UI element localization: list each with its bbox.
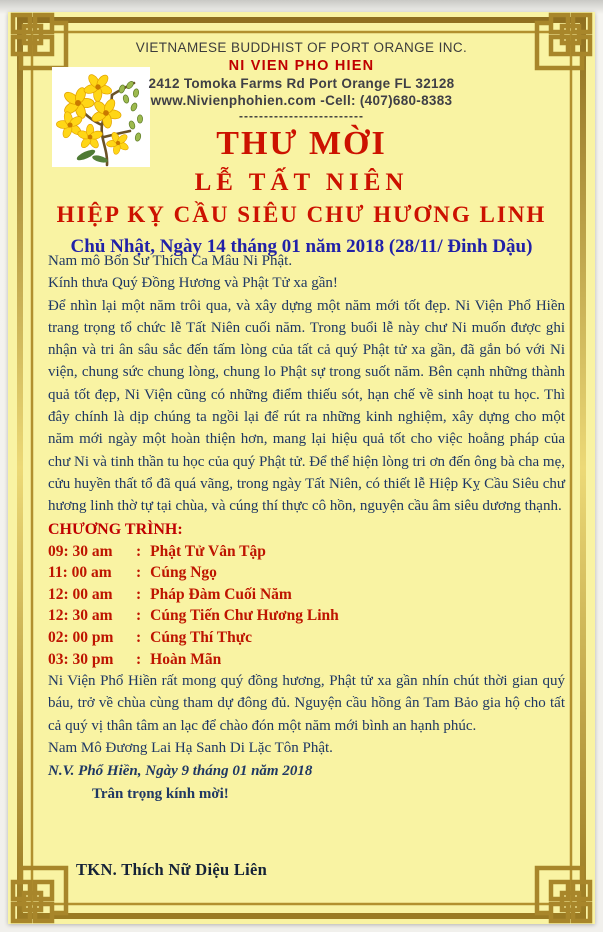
homage-opening: Nam mô Bổn Sư Thích Ca Mâu Ni Phật. xyxy=(48,253,293,269)
temple-name: NI VIEN PHO HIEN xyxy=(228,58,375,74)
closing-paragraph: Ni Viện Phổ Hiền rất mong quý đồng hương, Phật tử xa gần nhín chút thời gian quý báu, trở về chùa cùng tham dự đông đủ. Nguyện cầu hồng ân Tam Bảo gia hộ cho tất cả quý vị thân tâm an lạc để chào đón một năm mới bình an hạnh phúc. xyxy=(48,673,565,734)
homage-closing: Nam Mô Đương Lai Hạ Sanh Di Lặc Tôn Phật. xyxy=(48,740,333,757)
schedule-separator: : xyxy=(136,542,142,560)
schedule-activity: Pháp Đàm Cuối Năm xyxy=(150,585,292,603)
schedule-time: 02: 00 pm xyxy=(48,628,114,646)
program-heading: CHƯƠNG TRÌNH: xyxy=(48,520,183,538)
schedule-time: 12: 30 am xyxy=(48,607,113,625)
schedule-separator: : xyxy=(136,650,142,668)
schedule-activity: Cúng Ngọ xyxy=(150,564,217,582)
contact-line: www.Nivienphohien.com -Cell: (407)680-8383 xyxy=(150,93,453,108)
schedule-item xyxy=(48,605,565,627)
schedule-time: 12: 00 am xyxy=(48,585,113,603)
address-line: 2412 Tomoka Farms Rd Port Orange FL 32128 xyxy=(148,76,455,91)
schedule-activity: Hoàn Mãn xyxy=(150,650,222,668)
schedule-time: 03: 30 pm xyxy=(48,650,114,668)
schedule-separator: : xyxy=(136,564,142,582)
schedule-item xyxy=(48,627,565,649)
signature-name: TKN. Thích Nữ Diệu Liên xyxy=(76,860,268,879)
schedule-time: 11: 00 am xyxy=(48,564,112,582)
letter-title: THƯ MỜI xyxy=(216,125,387,162)
salutation: Kính thưa Quý Đồng Hương và Phật Tử xa gần! xyxy=(48,275,338,292)
schedule-activity: Cúng Thí Thực xyxy=(150,628,252,646)
schedule-activity: Cúng Tiến Chư Hương Linh xyxy=(150,607,339,625)
schedule-item xyxy=(48,541,565,563)
event-date: Chủ Nhật, Ngày 14 tháng 01 năm 2018 (28/11/ Đinh Dậu) xyxy=(70,236,533,257)
schedule-item xyxy=(48,584,565,606)
schedule-item xyxy=(48,562,565,584)
schedule-time: 09: 30 am xyxy=(48,542,113,560)
letter-body xyxy=(48,250,565,806)
letterhead xyxy=(8,40,595,123)
organization-name: VIETNAMESE BUDDHIST OF PORT ORANGE INC. xyxy=(135,40,468,55)
dashed-divider: ------------------------- xyxy=(239,109,364,123)
invitation-letter xyxy=(8,12,595,924)
schedule-separator: : xyxy=(136,607,142,625)
invitation-line: Trân trọng kính mời! xyxy=(92,786,229,803)
body-paragraph: Để nhìn lại một năm trôi qua, và xây dựng một năm mới tốt đẹp. Ni Viện Phổ Hiền trang trọng tổ chức lễ Tất Niên cuối năm. Trong buổi lễ này chư Ni muốn được ghi nhận và tri ân sâu sắc đến tấm lòng của tất cả quý Phật tử xa gần, đã gắn bó với Ni viện, chung sức chung lòng, chung lo Phật sự trong suốt năm. Bên cạnh những thành quả tốt đẹp, Ni Viện cũng có những điểm thiếu sót, hạn chế về sinh hoạt tu học. Thì đây chính là dịp chúng ta ngồi lại để rút ra những kinh nghiệm, xây dựng cho một năm mới ngày một hoàn thiện hơn, mang lại hiệu quả tốt cho việc hoằng pháp của chư Ni và tinh thần tu học của quý Phật tử. Để thể hiện lòng tri ơn đến ông bà cha mẹ, cửu huyền thất tổ đã quá vãng, trong ngày Tất Niên, có thiết lễ Hiệp Kỵ Cầu Siêu chư hương linh thờ tự tại chùa, và cúng thí thực cô hồn, nguyện cầu âm siêu dương thạnh. xyxy=(48,297,565,515)
schedule-activity: Phật Tử Vân Tập xyxy=(150,542,266,560)
title-block xyxy=(8,124,595,259)
event-title: LỄ TẤT NIÊN xyxy=(194,169,409,196)
schedule-separator: : xyxy=(136,628,142,646)
schedule-item xyxy=(48,649,565,671)
schedule-separator: : xyxy=(136,585,142,603)
place-date-line: N.V. Phổ Hiền, Ngày 9 tháng 01 năm 2018 xyxy=(48,763,313,780)
event-subtitle: HIỆP KỴ CẦU SIÊU CHƯ HƯƠNG LINH xyxy=(56,202,547,227)
